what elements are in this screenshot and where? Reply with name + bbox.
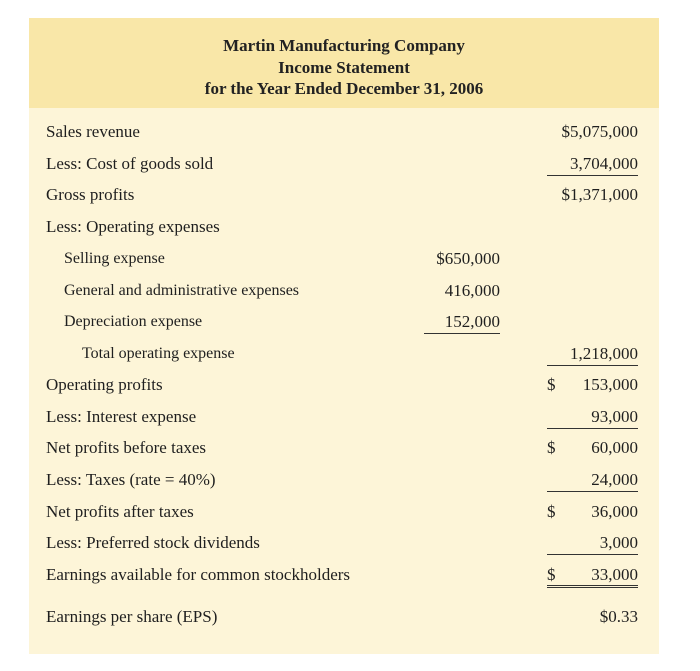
row-label: Earnings available for common stockholders	[46, 565, 351, 584]
row-amount-cell	[547, 370, 638, 400]
row-eps	[29, 602, 659, 632]
row-label: Selling expense	[64, 250, 165, 267]
row-label: Less: Taxes (rate = 40%)	[46, 470, 216, 489]
dollar-sign: $	[547, 565, 556, 584]
row-interest-expense	[29, 402, 659, 432]
row-amount: 36,000	[591, 502, 638, 521]
row-amount: 3,000	[547, 528, 638, 555]
row-amount: $0.33	[599, 607, 638, 626]
row-operating-profits	[29, 370, 659, 400]
row-total-operating-expense	[29, 339, 659, 369]
dollar-sign: $	[547, 375, 556, 394]
row-label: Less: Cost of goods sold	[46, 154, 214, 173]
row-label: Net profits after taxes	[46, 502, 194, 521]
row-sub-amount: $650,000	[436, 249, 500, 268]
row-amount-cell	[547, 560, 638, 588]
row-amount: 3,704,000	[547, 149, 638, 176]
row-amount: $1,371,000	[561, 185, 638, 204]
row-general-admin-expenses	[29, 276, 659, 306]
statement-title: Income Statement	[278, 58, 410, 77]
row-label: Less: Operating expenses	[46, 217, 220, 236]
row-amount: 93,000	[547, 402, 638, 429]
row-amount-cell	[547, 497, 638, 527]
statement-header	[29, 18, 659, 108]
dollar-sign: $	[547, 502, 556, 521]
row-amount: $5,075,000	[561, 122, 638, 141]
row-amount: 1,218,000	[547, 339, 638, 366]
row-amount: 33,000	[591, 565, 638, 584]
row-taxes	[29, 465, 659, 495]
row-label: Less: Interest expense	[46, 407, 197, 426]
row-label: Sales revenue	[46, 122, 140, 141]
row-selling-expense	[29, 244, 659, 274]
income-statement-panel	[29, 18, 659, 654]
row-label: Gross profits	[46, 185, 135, 204]
row-preferred-dividends	[29, 528, 659, 558]
row-amount: 60,000	[591, 438, 638, 457]
row-label: Depreciation expense	[64, 313, 203, 330]
company-name: Martin Manufacturing Company	[223, 36, 465, 55]
row-label: Operating profits	[46, 375, 163, 394]
row-label: General and administrative expenses	[64, 282, 300, 299]
row-earnings-available	[29, 560, 659, 590]
row-cost-of-goods-sold	[29, 149, 659, 179]
row-label: Total operating expense	[82, 345, 235, 362]
row-sub-amount: 416,000	[444, 281, 500, 300]
dollar-sign: $	[547, 438, 556, 457]
row-amount: 24,000	[547, 465, 638, 492]
row-amount: 153,000	[582, 375, 638, 394]
row-amount-cell	[547, 433, 638, 463]
row-sub-amount: 152,000	[424, 307, 500, 334]
row-label: Net profits before taxes	[46, 438, 207, 457]
row-gross-profits	[29, 180, 659, 210]
row-depreciation-expense	[29, 307, 659, 337]
row-sales-revenue	[29, 117, 659, 147]
statement-period: for the Year Ended December 31, 2006	[204, 79, 484, 98]
row-operating-expenses	[29, 212, 659, 242]
row-label: Less: Preferred stock dividends	[46, 533, 260, 552]
row-label: Earnings per share (EPS)	[46, 607, 218, 626]
row-net-profits-after-taxes	[29, 497, 659, 527]
row-net-profits-before-taxes	[29, 433, 659, 463]
